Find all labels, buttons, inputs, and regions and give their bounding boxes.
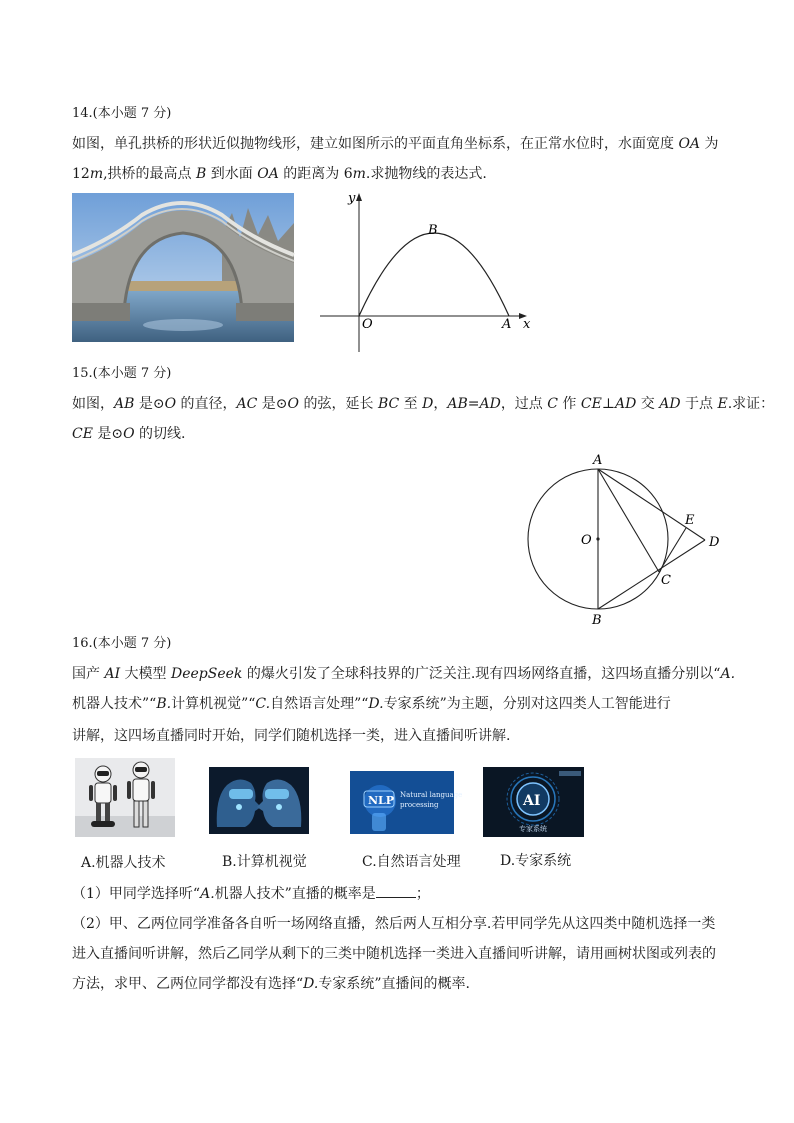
y-axis-label: y bbox=[348, 191, 356, 206]
caption-a: A.机器人技术 bbox=[81, 855, 166, 871]
q14-text-line2: 12m,拱桥的最高点 B 到水面 OA 的距离为 6m.求抛物线的表达式. bbox=[72, 166, 487, 182]
expert-system-ai-image bbox=[483, 767, 584, 837]
q16-sub2-line3: 方法，求甲、乙两位同学都没有选择“D.专家系统”直播间的概率. bbox=[72, 976, 470, 992]
nlp-subtitle-1: Natural language bbox=[400, 791, 463, 799]
q15-text-line1: 如图，AB 是⊙O 的直径，AC 是⊙O 的弦，延长 BC 至 D，AB=AD，过点 C 作 CE⊥AD 交 AD 于点 E.求证： bbox=[72, 396, 775, 412]
answer-blank[interactable] bbox=[376, 883, 416, 898]
fig-label-e: E bbox=[685, 513, 695, 528]
caption-b: B.计算机视觉 bbox=[222, 854, 307, 870]
fig-label-b: B bbox=[592, 613, 602, 628]
fig-label-o: O bbox=[581, 533, 592, 548]
robot-technology-image bbox=[75, 758, 175, 837]
nlp-subtitle-2: processing bbox=[400, 801, 439, 809]
q15-title: 15.(本小题 7 分) bbox=[72, 366, 172, 381]
point-b-label: B bbox=[428, 223, 438, 238]
q16-title: 16.(本小题 7 分) bbox=[72, 636, 172, 651]
q16-sub2-line2: 进入直播间听讲解，然后乙同学从剩下的三类中随机选择一类进入直播间听讲解，请用画树状图或列表的 bbox=[72, 946, 716, 962]
q16-text-line1: 国产 AI 大模型 DeepSeek 的爆火引发了全球科技界的广泛关注.现有四场网络直播，这四场直播分别以“A. bbox=[72, 666, 736, 682]
natural-language-processing-image bbox=[350, 771, 463, 834]
q15-text-line2: CE 是⊙O 的切线. bbox=[72, 426, 186, 442]
q16-sub2-line1: （2）甲、乙两位同学准备各自听一场网络直播，然后两人互相分享.若甲同学先从这四类中随机选择一类 bbox=[72, 916, 716, 932]
origin-label: O bbox=[362, 317, 373, 332]
q16-sub1: （1）甲同学选择听“A.机器人技术”直播的概率是 ； bbox=[72, 883, 430, 904]
q14-title: 14.(本小题 7 分) bbox=[72, 106, 172, 121]
parabola-coordinate-graph bbox=[318, 188, 538, 356]
ai-subtitle: 专家系统 bbox=[519, 825, 547, 833]
fig-label-d: D bbox=[709, 535, 720, 550]
caption-d: D.专家系统 bbox=[500, 853, 572, 869]
computer-vision-image bbox=[209, 767, 309, 834]
arch-bridge-photo bbox=[72, 193, 294, 342]
ai-title: AI bbox=[523, 793, 541, 809]
fig-label-c: C bbox=[661, 573, 671, 588]
point-a-label: A bbox=[502, 317, 512, 332]
nlp-title: NLP bbox=[368, 794, 395, 807]
x-axis-label: x bbox=[523, 317, 531, 332]
fig-label-a: A bbox=[593, 453, 603, 468]
q14-text-line1: 如图，单孔拱桥的形状近似抛物线形，建立如图所示的平面直角坐标系，在正常水位时，水面宽度 OA 为 bbox=[72, 136, 719, 152]
q16-text-line3: 讲解，这四场直播同时开始，同学们随机选择一类，进入直播间听讲解. bbox=[72, 728, 511, 744]
caption-c: C.自然语言处理 bbox=[362, 854, 461, 870]
circle-geometry-figure bbox=[520, 448, 730, 628]
q16-text-line2: 机器人技术”“B.计算机视觉”“C.自然语言处理”“D.专家系统”为主题，分别对这四类人工智能进行 bbox=[72, 696, 671, 712]
